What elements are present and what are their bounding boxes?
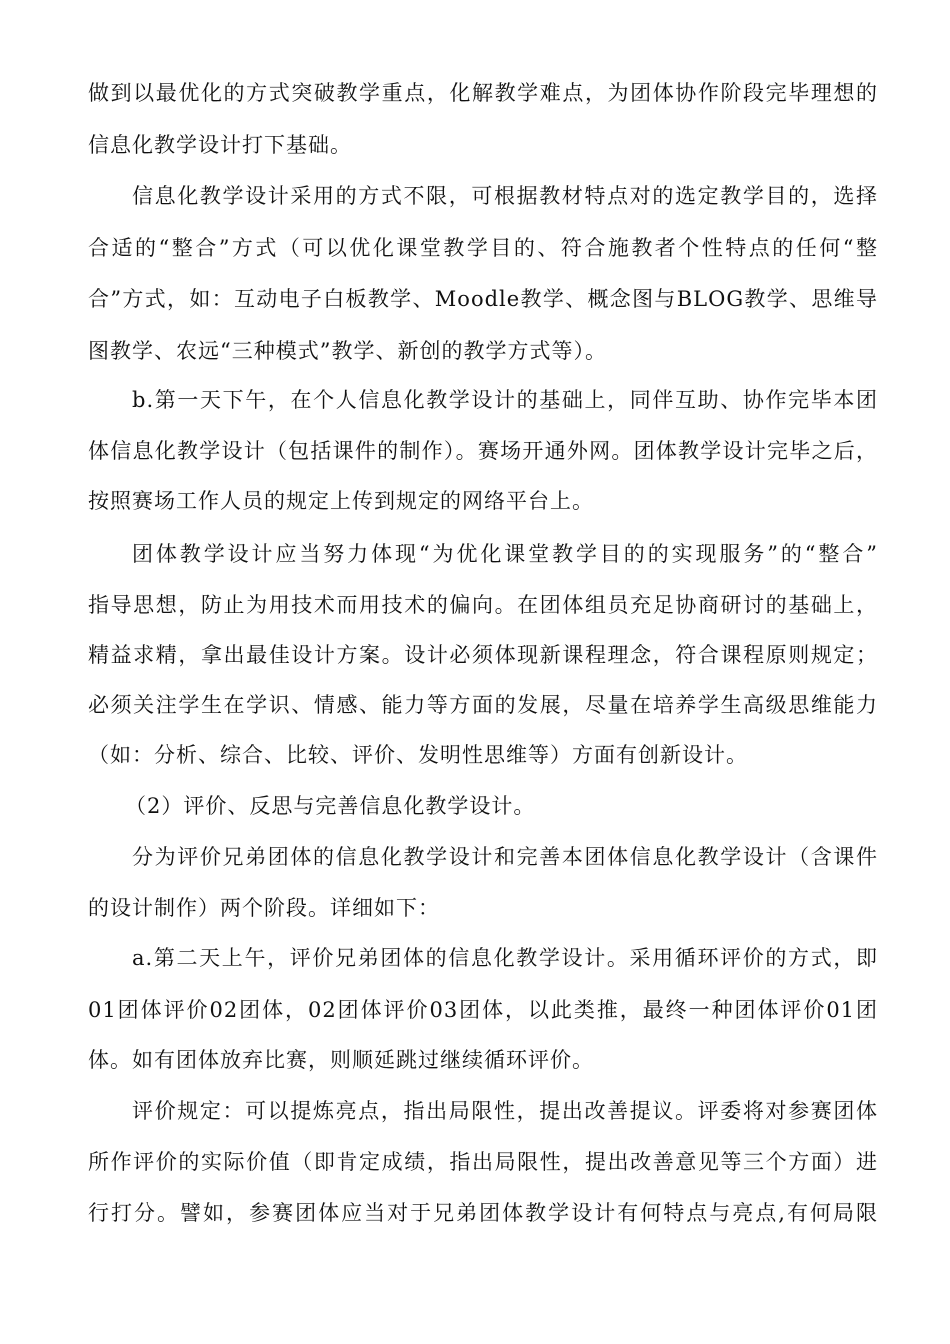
paragraph-line: 精益求精，拿出最佳设计方案。设计必须体现新课程理念，符合课程原则规定；: [88, 643, 878, 667]
paragraph-line: 信息化教学设计打下基础。: [88, 133, 352, 157]
paragraph-line: 做到以最优化的方式突破教学重点，化解教学难点，为团体协作阶段完毕理想的: [88, 81, 878, 105]
paragraph-line: 分为评价兄弟团体的信息化教学设计和完善本团体信息化教学设计（含课件: [132, 845, 878, 869]
paragraph-line: 评价规定：可以提炼亮点，指出局限性，提出改善提议。评委将对参赛团体: [132, 1099, 878, 1123]
paragraph-line: a.第二天上午，评价兄弟团体的信息化教学设计。采用循环评价的方式，即: [132, 946, 878, 970]
paragraph-line: 信息化教学设计采用的方式不限，可根据教材特点对的选定教学目的，选择: [132, 184, 878, 208]
paragraph-line: 图教学、农远“三种模式”教学、新创的教学方式等）。: [88, 339, 607, 363]
paragraph-line: 必须关注学生在学识、情感、能力等方面的发展，尽量在培养学生高级思维能力: [88, 693, 878, 717]
paragraph-line: 合适的“整合”方式（可以优化课堂教学目的、符合施教者个性特点的任何“整: [88, 236, 878, 260]
paragraph-line: 合”方式，如：互动电子白板教学、Moodle教学、概念图与BLOG教学、思维导: [88, 287, 878, 311]
paragraph-line: 团体教学设计应当努力体现“为优化课堂教学目的的实现服务”的“整合”: [132, 542, 878, 566]
paragraph-line: 的设计制作）两个阶段。详细如下：: [88, 896, 440, 920]
paragraph-line: 行打分。譬如，参赛团体应当对于兄弟团体教学设计有何特点与亮点,有何局限: [88, 1201, 878, 1225]
paragraph-line: 01团体评价02团体，02团体评价03团体，以此类推，最终一种团体评价01团: [88, 998, 878, 1022]
paragraph-line: 所作评价的实际价值（即肯定成绩，指出局限性，提出改善意见等三个方面）进: [88, 1150, 878, 1174]
paragraph-line: b.第一天下午，在个人信息化教学设计的基础上，同伴互助、协作完毕本团: [132, 388, 878, 412]
section-heading: （2）评价、反思与完善信息化教学设计。: [125, 794, 536, 818]
paragraph-line: 按照赛场工作人员的规定上传到规定的网络平台上。: [88, 489, 594, 513]
paragraph-line: （如：分析、综合、比较、评价、发明性思维等）方面有创新设计。: [88, 743, 748, 767]
paragraph-line: 体。如有团体放弃比赛，则顺延跳过继续循环评价。: [88, 1048, 594, 1072]
paragraph-line: 体信息化教学设计（包括课件的制作）。赛场开通外网。团体教学设计完毕之后，: [88, 439, 878, 463]
paragraph-line: 指导思想，防止为用技术而用技术的偏向。在团体组员充足协商研讨的基础上，: [88, 593, 878, 617]
